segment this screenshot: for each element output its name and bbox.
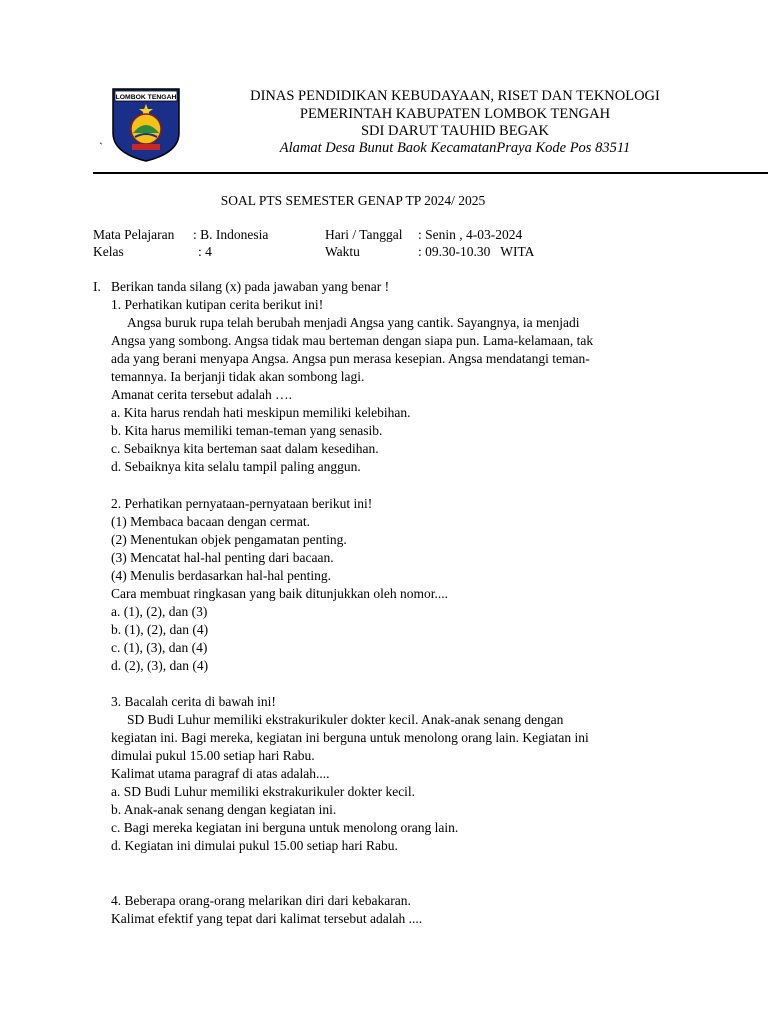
q2-statement: (4) Menulis berdasarkan hal-hal penting. bbox=[111, 567, 332, 583]
date-value: : Senin , 4-03-2024 bbox=[418, 227, 523, 242]
header-line-3: SDI DARUT TAUHID BEGAK bbox=[360, 123, 549, 139]
subject-label: Mata Pelajaran bbox=[93, 227, 175, 242]
q2-prompt: 2. Perhatikan pernyataan-pernyataan berikut ini! bbox=[111, 495, 373, 511]
q1-passage-line: ada yang berani menyapa Angsa. Angsa pun merasa kesepian. Angsa mendatangi teman- bbox=[111, 351, 590, 367]
q2-question: Cara membuat ringkasan yang baik ditunjukkan oleh nomor.... bbox=[111, 585, 449, 601]
q1-passage-line: Angsa yang sombong. Angsa tidak mau berteman dengan siapa pun. Lama-kelamaan, tak bbox=[111, 333, 594, 349]
q2-option-b[interactable]: b. (1), (2), dan (4) bbox=[111, 621, 209, 637]
date-label: Hari / Tanggal bbox=[325, 227, 403, 242]
q3-option-a[interactable]: a. SD Budi Luhur memiliki ekstrakurikuler dokter kecil. bbox=[111, 784, 416, 800]
header-line-2: PEMERINTAH KABUPATEN LOMBOK TENGAH bbox=[299, 106, 611, 122]
q1-option-c[interactable]: c. Sebaiknya kita berteman saat dalam kesedihan. bbox=[111, 441, 379, 457]
logo-text: LOMBOK TENGAH bbox=[115, 94, 177, 101]
q3-question: Kalimat utama paragraf di atas adalah.... bbox=[111, 766, 330, 782]
q3-option-c[interactable]: c. Bagi mereka kegiatan ini berguna untuk menolong orang lain. bbox=[111, 820, 459, 836]
class-label: Kelas bbox=[93, 244, 124, 259]
q1-option-b[interactable]: b. Kita harus memiliki teman-teman yang senasib. bbox=[111, 423, 383, 439]
q2-statement: (2) Menentukan objek pengamatan penting. bbox=[111, 531, 347, 547]
q1-prompt: 1. Perhatikan kutipan cerita berikut ini! bbox=[111, 297, 324, 313]
q2-statement: (1) Membaca bacaan dengan cermat. bbox=[111, 513, 311, 529]
q2-option-a[interactable]: a. (1), (2), dan (3) bbox=[111, 603, 208, 619]
q1-question: Amanat cerita tersebut adalah …. bbox=[111, 387, 293, 403]
q2-statement: (3) Mencatat hal-hal penting dari bacaan. bbox=[111, 549, 334, 565]
q3-passage-line: kegiatan ini. Bagi mereka, kegiatan ini berguna untuk menolong orang lain. Kegiatan ini bbox=[111, 730, 589, 746]
q4-prompt: 4. Beberapa orang-orang melarikan diri dari kebakaran. bbox=[111, 892, 411, 908]
q1-passage-line: temannya. Ia berjanji tidak akan sombong lagi. bbox=[111, 369, 365, 385]
lombok-tengah-logo bbox=[111, 87, 181, 163]
section-instruction bbox=[93, 278, 693, 296]
q4-question: Kalimat efektif yang tepat dari kalimat tersebut adalah .... bbox=[111, 910, 423, 926]
class-value: : 4 bbox=[198, 244, 212, 259]
q2-option-c[interactable]: c. (1), (3), dan (4) bbox=[111, 639, 208, 655]
exam-title: SOAL PTS SEMESTER GENAP TP 2024/ 2025 bbox=[220, 193, 486, 208]
header-divider bbox=[93, 172, 768, 174]
q1-option-d[interactable]: d. Sebaiknya kita selalu tampil paling anggun. bbox=[111, 459, 361, 475]
q3-passage-line: dimulai pukul 15.00 setiap hari Rabu. bbox=[111, 748, 315, 764]
instruction-text: Berikan tanda silang (x) pada jawaban yang benar ! bbox=[111, 279, 390, 294]
q3-option-d[interactable]: d. Kegiatan ini dimulai pukul 15.00 setiap hari Rabu. bbox=[111, 838, 398, 854]
q3-option-b[interactable]: b. Anak-anak senang dengan kegiatan ini. bbox=[111, 802, 337, 818]
time-label: Waktu bbox=[325, 244, 360, 259]
q3-passage-line: SD Budi Luhur memiliki ekstrakurikuler dokter kecil. Anak-anak senang dengan bbox=[127, 712, 564, 728]
q1-option-a[interactable]: a. Kita harus rendah hati meskipun memiliki kelebihan. bbox=[111, 405, 411, 421]
section-number: I. bbox=[93, 279, 101, 294]
header-line-1: DINAS PENDIDIKAN KEBUDAYAAN, RISET DAN TEKNOLOGI bbox=[250, 88, 660, 104]
header-address: Alamat Desa Bunut Baok KecamatanPraya Kode Pos 83511 bbox=[279, 140, 631, 156]
time-value: : 09.30-10.30 WITA bbox=[418, 244, 535, 259]
exam-body bbox=[93, 278, 693, 928]
q1-passage-line: Angsa buruk rupa telah berubah menjadi Angsa yang cantik. Sayangnya, ia menjadi bbox=[127, 315, 580, 331]
q2-option-d[interactable]: d. (2), (3), dan (4) bbox=[111, 657, 209, 673]
subject-value: : B. Indonesia bbox=[193, 227, 269, 242]
q3-prompt: 3. Bacalah cerita di bawah ini! bbox=[111, 694, 276, 710]
